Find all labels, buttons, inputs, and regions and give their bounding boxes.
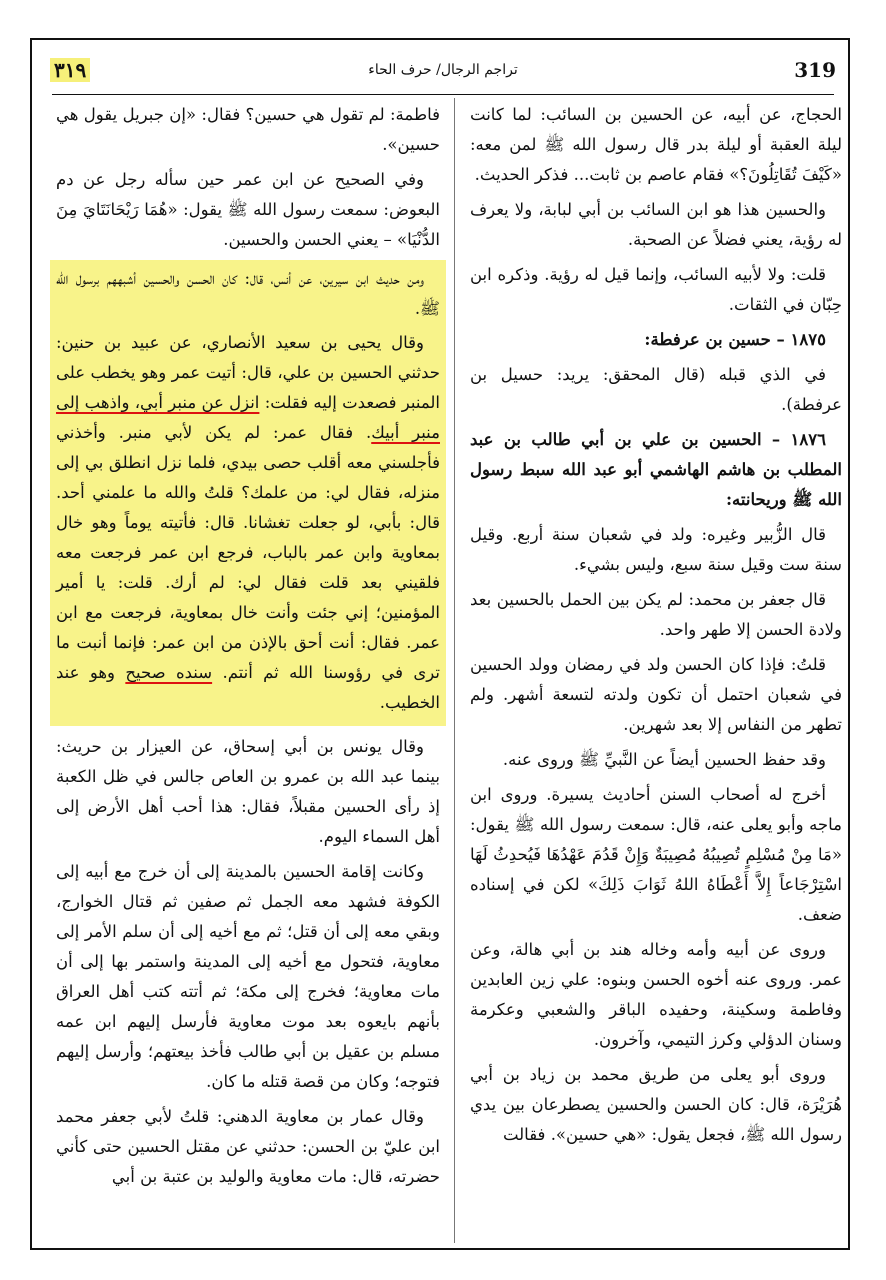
- running-title: تراجم الرجال/ حرف الحاء: [368, 62, 518, 78]
- underlined-grading: سنده صحيح: [125, 663, 213, 682]
- text-run: وقال يحيى بن سعيد الأنصاري، عن عبيد بن حنين: حدثني الحسين بن علي، قال: أتيت عمر وهو يخطب على المنبر فصعدت إليه فقلت:: [56, 333, 440, 412]
- page-number-arabic: ٣١٩: [50, 58, 90, 82]
- page-number-latin: 319: [794, 58, 836, 82]
- paragraph: وقد حفظ الحسين أيضاً عن النَّبيِّ ﷺ وروى عنه.: [502, 750, 826, 769]
- text-run: . فقال عمر: لم يكن لأبي منبر. وأخذني فأجلسني معه أقلب حصى بيدي، فلما نزل انطلق بي إلى منزله، فقال لي: من علمك؟ قلتُ والله ما علمني أحد. قال: بأبي، لو جعلت تغشانا. قال: فأتيته يوماً وهو خال بمعاوية وابن عمر بالباب، فرجع ابن عمر فرجعت معه فلقيني بعد قلت فقال لي: لم أرك. قلت: يا أمير المؤمنين؛ إني جئت وأنت خال بمعاوية، فرجعت مع ابن عمر. فقال: أنت أحق بالإذن من ابن عمر: فإنما أنبت ما ترى في رؤوسنا الله ثم أنتم.: [56, 423, 440, 682]
- underlined-quote: انزل عن منبر أبي، واذهب إلى منبر أبيك: [56, 393, 440, 442]
- header-rule: [52, 94, 834, 95]
- paragraph: ومن حديث ابن سيرين، عن أنس، قال: كان الحسن والحسين أشبههم برسول الله ﷺ.: [56, 269, 440, 318]
- paragraph: قال الزُّبير وغيره: ولد في شعبان سنة أربع. وقيل سنة ست وقيل سنة سبع، وليس بشيء.: [470, 525, 842, 574]
- paragraph: وقال عمار بن معاوية الدهني: قلتُ لأبي جعفر محمد ابن عليّ بن الحسن: حدثني عن مقتل الحسين حتى كأني حضرته، قال: مات معاوية والوليد بن عتبة بن أبي: [56, 1107, 440, 1186]
- page-header: [50, 58, 836, 92]
- paragraph: في الذي قبله (قال المحقق: يريد: حسيل بن عرفطة).: [470, 365, 842, 414]
- highlighted-passage: [50, 260, 446, 726]
- paragraph: الحجاج، عن أبيه، عن الحسين بن السائب: لما كانت ليلة العقبة أو ليلة بدر قال رسول الله ﷺ لمن معه: «كَيْفَ تُقَاتِلُونَ؟» فقام عاصم بن ثابت... فذكر الحديث.: [470, 105, 842, 184]
- paragraph: فاطمة: لم تقول هي حسين؟ فقال: «إن جبريل يقول هي حسين».: [56, 105, 440, 154]
- text-run: وهو عند الخطيب.: [56, 663, 440, 712]
- paragraph: والحسين هذا هو ابن السائب بن أبي لبابة، ولا يعرف له رؤية، يعني فضلاً عن الصحبة.: [470, 200, 842, 249]
- paragraph: قال جعفر بن محمد: لم يكن بين الحمل بالحسين بعد ولادة الحسن إلا طهر واحد.: [470, 590, 842, 639]
- paragraph: وكانت إقامة الحسين بالمدينة إلى أن خرج مع أبيه إلى الكوفة فشهد معه الجمل ثم صفين ثم قتال الخوارج، وبقي معه إلى أن قتل؛ ثم مع أخيه إلى أن سلم الأمر إلى معاوية، فتحول مع أخيه إلى المدينة واستمر بها إلى أن مات معاوية؛ فخرج إلى مكة؛ ثم أتته كتب أهل العراق بأنهم بايعوه بعد موت معاوية فأرسل إليهم ابن عمه مسلم بن عقيل بن أبي طالب فأخذ بيعتهم؛ وأرسل إليهم فتوجه؛ وكان من قصة قتله ما كان.: [56, 862, 440, 1091]
- paragraph: قلتُ: فإذا كان الحسن ولد في رمضان وولد الحسين في شعبان احتمل أن تكون ولدته لتسعة أشهر. ولم تطهر من النفاس إلا بعد شهرين.: [470, 655, 842, 734]
- paragraph: قلت: ولا لأبيه السائب، وإنما قيل له رؤية. وذكره ابن حِبّان في الثقات.: [470, 265, 842, 314]
- entry-heading-1875: ١٨٧٥ – حسين بن عرفطة:: [644, 330, 826, 349]
- paragraph: أخرج له أصحاب السنن أحاديث يسيرة. وروى ابن ماجه وأبو يعلى عنه، قال: سمعت رسول الله ﷺ يقول: «مَا مِنْ مُسْلِمٍ تُصِيبُهُ مُصِيبَةٌ وَإِنْ قَدُمَ عَهْدُهَا فَيُحدِثُ لَهَا اسْتِرْجَاعاً إِلاَّ أَعْطَاهُ اللهُ ثَوَابَ ذَلِكَ» لكن في إسناده ضعف.: [470, 785, 842, 924]
- right-column: [470, 100, 842, 1155]
- left-column: [56, 100, 440, 1197]
- column-divider: [454, 98, 455, 1243]
- paragraph: وروى عن أبيه وأمه وخاله هند بن أبي هالة، وعن عمر. وروى عنه أخوه الحسن وبنوه: علي زين العابدين وفاطمة وسكينة، وحفيده الباقر والشعبي وعكرمة وسنان الدؤلي وكرز التيمي، وآخرون.: [470, 940, 842, 1049]
- entry-heading-1876: ١٨٧٦ – الحسين بن علي بن أبي طالب بن عبد المطلب بن هاشم الهاشمي أبو عبد الله سبط رسول الله ﷺ وريحانته:: [470, 430, 842, 509]
- paragraph: وروى أبو يعلى من طريق محمد بن زياد بن أبي هُرَيْرَة، قال: كان الحسن والحسين يصطرعان بين يدي رسول الله ﷺ، فجعل يقول: «هي حسين». فقالت: [470, 1065, 842, 1144]
- paragraph: وقال يونس بن أبي إسحاق، عن العيزار بن حريث: بينما عبد الله بن عمرو بن العاص جالس في ظل الكعبة إذ رأى الحسين مقبلاً، فقال: هذا أحب أهل الأرض إلى أهل السماء اليوم.: [56, 737, 440, 846]
- paragraph: [56, 328, 440, 718]
- paragraph: وفي الصحيح عن ابن عمر حين سأله رجل عن دم البعوض: سمعت رسول الله ﷺ يقول: «هُمَا رَيْحَانَتَايَ مِنَ الدُّنْيَا» – يعني الحسن والحسين.: [56, 170, 440, 249]
